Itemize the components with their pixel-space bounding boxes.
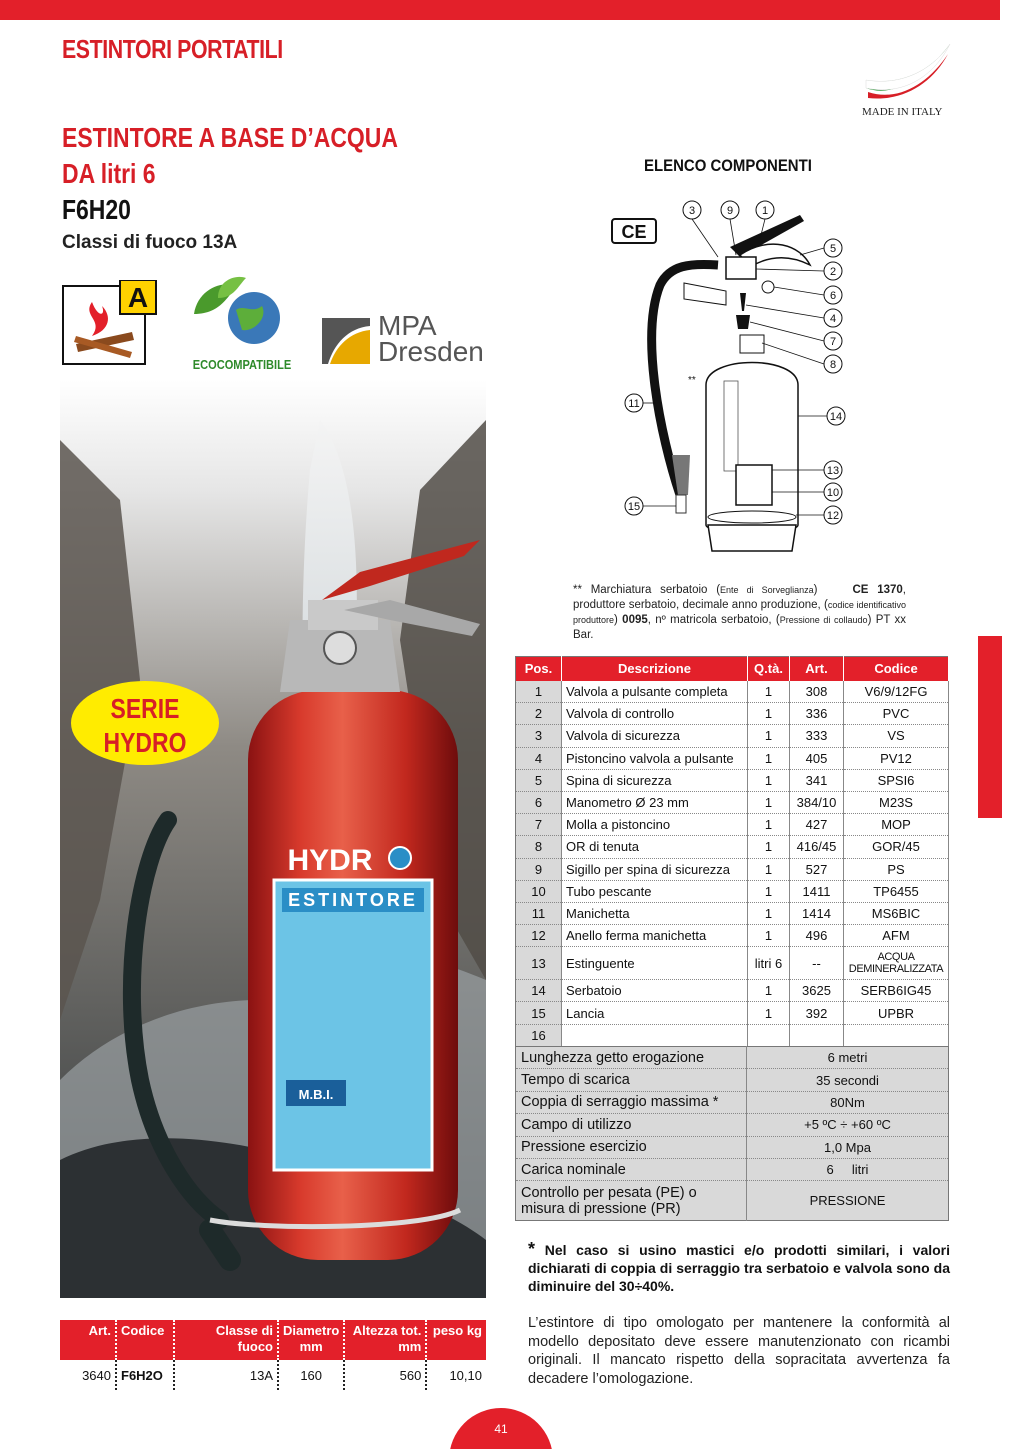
product-photo — [60, 380, 486, 1298]
svg-text:5: 5 — [829, 243, 837, 255]
component-art: -- — [790, 947, 844, 980]
component-qty: 1 — [748, 858, 790, 880]
callout-13 — [824, 461, 842, 479]
art-altezza-value: 560 — [344, 1360, 426, 1390]
ecocompatibile-logo — [178, 274, 306, 370]
callout-8 — [824, 355, 842, 373]
component-row — [516, 858, 949, 880]
product-title-line2: DA litri 6 — [62, 158, 156, 189]
svg-text:8: 8 — [829, 359, 837, 371]
component-qty: 1 — [748, 925, 790, 947]
component-code: TP6455 — [844, 880, 949, 902]
components-table — [515, 656, 949, 1047]
svg-text:3: 3 — [688, 205, 696, 217]
spec-value: +5 ºC ÷ +60 ºC — [747, 1114, 949, 1136]
page-number: 41 — [449, 1408, 553, 1449]
component-row — [516, 703, 949, 725]
component-pos: 9 — [516, 858, 562, 880]
component-description: OR di tenuta — [562, 836, 748, 858]
component-qty: 1 — [748, 747, 790, 769]
component-row — [516, 747, 949, 769]
component-row — [516, 947, 949, 980]
component-pos: 16 — [516, 1024, 562, 1046]
component-pos: 15 — [516, 1002, 562, 1024]
spec-value: 80Nm — [747, 1091, 949, 1113]
component-code: PS — [844, 858, 949, 880]
callout-15 — [625, 497, 643, 515]
serie-hydro-badge — [70, 680, 220, 766]
spec-value: 1,0 Mpa — [747, 1136, 949, 1158]
component-pos: 3 — [516, 725, 562, 747]
spec-label: Tempo di scarica — [516, 1069, 747, 1091]
component-qty: 1 — [748, 681, 790, 703]
component-code — [844, 1024, 949, 1046]
serie-text: SERIE — [110, 693, 180, 725]
component-pos: 13 — [516, 947, 562, 980]
art-diametro-value: 160 — [278, 1360, 344, 1390]
component-pos: 1 — [516, 681, 562, 703]
components-heading: ELENCO COMPONENTI — [644, 156, 812, 175]
component-qty: 1 — [748, 836, 790, 858]
component-art: 336 — [790, 703, 844, 725]
homologation-paragraph: L’estintore di tipo omologato per mantenere la conformità al modello depositato deve essere manutenzionato con ricambi originali. Il mancato rispetto della sopracitata avvertenza fa decadere l’omologazione. — [528, 1315, 950, 1387]
callout-6 — [824, 286, 842, 304]
component-qty: 1 — [748, 703, 790, 725]
article-row — [60, 1360, 486, 1390]
svg-text:**: ** — [688, 375, 696, 386]
component-description: Anello ferma manichetta — [562, 925, 748, 947]
component-description: Serbatoio — [562, 980, 748, 1002]
spec-value: 6 metri — [747, 1047, 949, 1069]
section-title: ESTINTORI PORTATILI — [62, 34, 283, 64]
component-art: 1414 — [790, 902, 844, 924]
component-code: SERB6IG45 — [844, 980, 949, 1002]
ce-number: CE 1370 — [852, 584, 903, 596]
component-row — [516, 836, 949, 858]
component-pos: 10 — [516, 880, 562, 902]
component-code: V6/9/12FG — [844, 681, 949, 703]
component-description: Manometro Ø 23 mm — [562, 791, 748, 813]
component-row — [516, 902, 949, 924]
component-description: Manichetta — [562, 902, 748, 924]
ce-mark-box — [612, 219, 656, 243]
header-descrizione: Descrizione — [562, 657, 748, 681]
spec-row — [516, 1047, 949, 1069]
component-row — [516, 814, 949, 836]
callout-5 — [824, 239, 842, 257]
component-description: Estinguente — [562, 947, 748, 980]
component-code: GOR/45 — [844, 836, 949, 858]
component-code: ACQUA DEMINERALIZZATA — [844, 947, 949, 980]
svg-text:1: 1 — [761, 205, 769, 217]
component-code: AFM — [844, 925, 949, 947]
spec-label: Controllo per pesata (PE) o misura di pressione (PR) — [516, 1181, 747, 1221]
callout-2 — [824, 262, 842, 280]
spec-label: Campo di utilizzo — [516, 1114, 747, 1136]
component-qty: 1 — [748, 791, 790, 813]
globe-leaf-icon — [178, 274, 306, 350]
fire-classes: Classi di fuoco 13A — [62, 232, 238, 253]
svg-text:13: 13 — [826, 465, 840, 477]
ecocompatibile-label: ECOCOMPATIBILE — [192, 357, 292, 372]
fire-class-a-icon — [62, 280, 158, 366]
ce-mark: CE — [621, 222, 647, 242]
component-description: Valvola di sicurezza — [562, 725, 748, 747]
component-qty: 1 — [748, 769, 790, 791]
article-table-header — [60, 1320, 486, 1360]
component-art: 341 — [790, 769, 844, 791]
svg-text:15: 15 — [627, 501, 641, 513]
header-pos: Pos. — [516, 657, 562, 681]
product-title — [62, 120, 398, 228]
callout-3 — [683, 201, 701, 219]
spec-label: Pressione esercizio — [516, 1136, 747, 1158]
side-red-tab — [978, 636, 1002, 818]
spec-value: PRESSIONE — [747, 1181, 949, 1221]
component-row — [516, 880, 949, 902]
torque-warning: * Nel caso si usino mastici e/o prodotti similari, i valori dichiarati di coppia di serraggio tra serbatoio e valvola sono da diminuire del 30÷40%. — [528, 1239, 951, 1294]
exploded-components-diagram — [600, 195, 860, 570]
mpa-text: MPA — [378, 310, 437, 341]
header-art: Art. — [790, 657, 844, 681]
component-qty: 1 — [748, 725, 790, 747]
component-description — [562, 1024, 748, 1046]
svg-text:12: 12 — [826, 510, 840, 522]
spec-row — [516, 1091, 949, 1113]
product-title-line1: ESTINTORE A BASE D’ACQUA — [62, 122, 398, 153]
svg-text:10: 10 — [826, 487, 840, 499]
component-code: MS6BIC — [844, 902, 949, 924]
component-art — [790, 1024, 844, 1046]
spec-row — [516, 1181, 949, 1221]
component-art: 333 — [790, 725, 844, 747]
component-pos: 4 — [516, 747, 562, 769]
italy-flag-swoosh-icon — [862, 40, 954, 100]
svg-text:11: 11 — [628, 398, 640, 410]
spec-row — [516, 1114, 949, 1136]
made-in-italy-label: MADE IN ITALY — [862, 106, 943, 118]
component-row — [516, 725, 949, 747]
callout-1 — [756, 201, 774, 219]
dresden-text: Dresden — [378, 336, 484, 367]
art-value: 3640 — [60, 1360, 116, 1390]
spec-value: 35 secondi — [747, 1069, 949, 1091]
component-qty: 1 — [748, 880, 790, 902]
svg-text:7: 7 — [829, 336, 837, 348]
component-pos: 11 — [516, 902, 562, 924]
components-table-header — [516, 657, 949, 681]
art-header-altezza: Altezza tot. mm — [344, 1320, 426, 1360]
art-header-art: Art. — [60, 1320, 116, 1360]
art-header-peso: peso kg — [426, 1320, 486, 1360]
svg-text:6: 6 — [829, 290, 837, 302]
component-code: M23S — [844, 791, 949, 813]
component-pos: 5 — [516, 769, 562, 791]
callout-4 — [824, 309, 842, 327]
component-art: 527 — [790, 858, 844, 880]
component-description: Valvola a pulsante completa — [562, 681, 748, 703]
component-art: 496 — [790, 925, 844, 947]
component-qty — [748, 1024, 790, 1046]
callout-9 — [721, 201, 739, 219]
component-row — [516, 791, 949, 813]
component-description: Spina di sicurezza — [562, 769, 748, 791]
component-qty: litri 6 — [748, 947, 790, 980]
component-code: SPSI6 — [844, 769, 949, 791]
component-art: 308 — [790, 681, 844, 703]
component-qty: 1 — [748, 1002, 790, 1024]
component-art: 1411 — [790, 880, 844, 902]
spec-value: 6 litri — [747, 1158, 949, 1180]
extinguisher-label-text: ESTINTORE — [288, 890, 418, 910]
component-row — [516, 925, 949, 947]
component-pos: 14 — [516, 980, 562, 1002]
component-row — [516, 681, 949, 703]
svg-text:2: 2 — [829, 266, 837, 278]
component-art: 392 — [790, 1002, 844, 1024]
component-code: PV12 — [844, 747, 949, 769]
svg-text:4: 4 — [829, 313, 837, 325]
spec-row — [516, 1158, 949, 1180]
component-qty: 1 — [748, 980, 790, 1002]
art-classe-value: 13A — [174, 1360, 278, 1390]
spec-row — [516, 1136, 949, 1158]
header-codice: Codice — [844, 657, 949, 681]
component-description: Valvola di controllo — [562, 703, 748, 725]
waterfall-background-image — [60, 380, 486, 1298]
mpa-mark-icon — [318, 316, 374, 366]
art-header-diametro: Diametro mm — [278, 1320, 344, 1360]
callout-11 — [625, 394, 643, 412]
spec-label: Coppia di serraggio massima * — [516, 1091, 747, 1113]
svg-text:9: 9 — [726, 205, 734, 217]
marking-note: ** Marchiatura serbatoio (Ente di Sorveglianza) CE 1370, produttore serbatoio, decimale anno produzione, (codice identificativo produttore) 0095, nº matricola serbatoio, (Pressione di collaudo) PT xx Bar. — [573, 584, 907, 641]
component-code: MOP — [844, 814, 949, 836]
component-code: UPBR — [844, 1002, 949, 1024]
component-qty: 1 — [748, 814, 790, 836]
top-red-bar — [0, 0, 1000, 20]
extinguisher-brand-text: HYDR — [287, 844, 373, 877]
component-pos: 7 — [516, 814, 562, 836]
art-header-classe: Classe di fuoco — [174, 1320, 278, 1360]
fire-class-letter: A — [127, 282, 149, 313]
spec-row — [516, 1069, 949, 1091]
callout-12 — [824, 506, 842, 524]
component-art: 405 — [790, 747, 844, 769]
component-art: 3625 — [790, 980, 844, 1002]
component-row — [516, 980, 949, 1002]
component-pos: 8 — [516, 836, 562, 858]
extinguisher-maker-text: M.B.I. — [298, 1087, 334, 1102]
component-description: Sigillo per spina di sicurezza — [562, 858, 748, 880]
header-qta: Q.tà. — [748, 657, 790, 681]
specs-table — [515, 1046, 949, 1221]
component-pos: 6 — [516, 791, 562, 813]
component-row — [516, 1002, 949, 1024]
component-code: VS — [844, 725, 949, 747]
component-art: 416/45 — [790, 836, 844, 858]
component-description: Molla a pistoncino — [562, 814, 748, 836]
callout-10 — [824, 483, 842, 501]
component-art: 427 — [790, 814, 844, 836]
svg-text:14: 14 — [829, 411, 843, 423]
component-row — [516, 769, 949, 791]
art-codice-value: F6H2O — [116, 1360, 174, 1390]
component-description: Pistoncino valvola a pulsante — [562, 747, 748, 769]
spec-label: Carica nominale — [516, 1158, 747, 1180]
hydro-text: HYDRO — [103, 727, 187, 759]
article-table — [60, 1320, 486, 1390]
component-code: PVC — [844, 703, 949, 725]
product-code: F6H20 — [62, 194, 131, 225]
component-pos: 12 — [516, 925, 562, 947]
component-art: 384/10 — [790, 791, 844, 813]
component-row — [516, 1024, 949, 1046]
art-peso-value: 10,10 — [449, 1367, 482, 1383]
callout-7 — [824, 332, 842, 350]
spec-label: Lunghezza getto erogazione — [516, 1047, 747, 1069]
component-description: Lancia — [562, 1002, 748, 1024]
mpa-dresden-logo — [318, 310, 488, 368]
component-description: Tubo pescante — [562, 880, 748, 902]
component-qty: 1 — [748, 902, 790, 924]
component-pos: 2 — [516, 703, 562, 725]
callout-14 — [827, 407, 845, 425]
art-header-codice: Codice — [116, 1320, 174, 1360]
